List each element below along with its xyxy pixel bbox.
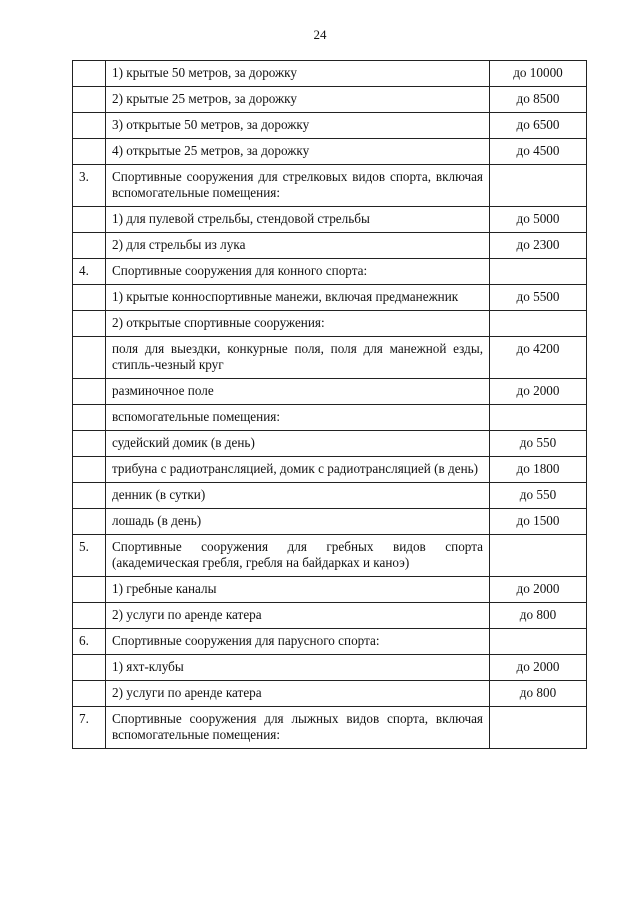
table-row bbox=[73, 603, 587, 629]
row-description: 2) услуги по аренде катера bbox=[106, 603, 490, 629]
row-price-text: до 550 bbox=[519, 487, 557, 502]
row-price bbox=[490, 207, 587, 233]
row-number bbox=[73, 655, 106, 681]
row-description: 2) услуги по аренде катера bbox=[106, 681, 490, 707]
row-price bbox=[490, 285, 587, 311]
table-row bbox=[73, 629, 587, 655]
table-row bbox=[73, 457, 587, 483]
table-row bbox=[73, 655, 587, 681]
row-description: 2) открытые спортивные сооружения: bbox=[106, 311, 490, 337]
row-number bbox=[73, 113, 106, 139]
table-row bbox=[73, 707, 587, 749]
row-description: 2) крытые 25 метров, за дорожку bbox=[106, 87, 490, 113]
row-price bbox=[490, 681, 587, 707]
row-price-text: до 2000 bbox=[516, 659, 560, 674]
row-description: 1) для пулевой стрельбы, стендовой стрельбы bbox=[106, 207, 490, 233]
row-price-text: до 2300 bbox=[516, 237, 560, 252]
row-description: Спортивные сооружения для конного спорта: bbox=[106, 259, 490, 285]
page-number: 24 bbox=[313, 27, 327, 42]
row-description: Спортивные сооружения для лыжных видов спорта, включая вспомогательные помещения: bbox=[106, 707, 490, 749]
row-price-text: до 550 bbox=[519, 435, 557, 450]
row-number bbox=[73, 337, 106, 379]
row-description: денник (в сутки) bbox=[106, 483, 490, 509]
row-description: 1) гребные каналы bbox=[106, 577, 490, 603]
row-price-text: до 6500 bbox=[516, 117, 560, 132]
row-price-text: до 800 bbox=[519, 685, 557, 700]
row-description: 1) крытые конноспортивные манежи, включая предманежник bbox=[106, 285, 490, 311]
row-price bbox=[490, 535, 587, 577]
row-price bbox=[490, 311, 587, 337]
row-price bbox=[490, 483, 587, 509]
row-price bbox=[490, 707, 587, 749]
row-price bbox=[490, 457, 587, 483]
row-number: 7. bbox=[73, 707, 106, 749]
table-row bbox=[73, 405, 587, 431]
row-price bbox=[490, 629, 587, 655]
table-row bbox=[73, 311, 587, 337]
row-price bbox=[490, 431, 587, 457]
row-number: 4. bbox=[73, 259, 106, 285]
table-row bbox=[73, 535, 587, 577]
table-row bbox=[73, 483, 587, 509]
row-number: 5. bbox=[73, 535, 106, 577]
row-description: 1) крытые 50 метров, за дорожку bbox=[106, 61, 490, 87]
row-description: поля для выездки, конкурные поля, поля для манежной езды, стипль-чезный круг bbox=[106, 337, 490, 379]
table-row bbox=[73, 681, 587, 707]
row-number bbox=[73, 207, 106, 233]
row-description: трибуна с радиотрансляцией, домик с радиотрансляцией (в день) bbox=[106, 457, 490, 483]
row-price bbox=[490, 113, 587, 139]
row-number bbox=[73, 311, 106, 337]
row-price bbox=[490, 379, 587, 405]
table-row bbox=[73, 233, 587, 259]
row-price bbox=[490, 405, 587, 431]
row-description: судейский домик (в день) bbox=[106, 431, 490, 457]
table-row bbox=[73, 379, 587, 405]
row-price bbox=[490, 165, 587, 207]
row-number bbox=[73, 577, 106, 603]
row-description: 1) яхт-клубы bbox=[106, 655, 490, 681]
row-price-text: до 5500 bbox=[516, 289, 560, 304]
table-row bbox=[73, 61, 587, 87]
table-row bbox=[73, 113, 587, 139]
table-row bbox=[73, 431, 587, 457]
row-number bbox=[73, 285, 106, 311]
row-price-text: до 2000 bbox=[516, 383, 560, 398]
table-row bbox=[73, 577, 587, 603]
row-price-text: до 5000 bbox=[516, 211, 560, 226]
row-description: 3) открытые 50 метров, за дорожку bbox=[106, 113, 490, 139]
row-price bbox=[490, 139, 587, 165]
row-price bbox=[490, 509, 587, 535]
row-description: Спортивные сооружения для стрелковых видов спорта, включая вспомогательные помещения: bbox=[106, 165, 490, 207]
row-description: вспомогательные помещения: bbox=[106, 405, 490, 431]
row-price bbox=[490, 61, 587, 87]
row-number bbox=[73, 61, 106, 87]
row-price bbox=[490, 655, 587, 681]
row-number bbox=[73, 681, 106, 707]
row-number: 6. bbox=[73, 629, 106, 655]
row-number bbox=[73, 483, 106, 509]
row-price bbox=[490, 259, 587, 285]
row-price-text: до 1800 bbox=[516, 461, 560, 476]
row-number bbox=[73, 87, 106, 113]
row-price bbox=[490, 87, 587, 113]
price-table bbox=[72, 60, 587, 749]
row-price-text: до 8500 bbox=[516, 91, 560, 106]
row-price-text: до 10000 bbox=[513, 65, 563, 80]
row-price-text: до 1500 bbox=[516, 513, 560, 528]
row-number bbox=[73, 431, 106, 457]
row-number bbox=[73, 509, 106, 535]
table-row bbox=[73, 207, 587, 233]
table-row bbox=[73, 165, 587, 207]
row-description: лошадь (в день) bbox=[106, 509, 490, 535]
table-row bbox=[73, 87, 587, 113]
row-price-text: до 800 bbox=[519, 607, 557, 622]
row-description: разминочное поле bbox=[106, 379, 490, 405]
table-row bbox=[73, 337, 587, 379]
table-row bbox=[73, 139, 587, 165]
row-price-text: до 4500 bbox=[516, 143, 560, 158]
row-price bbox=[490, 233, 587, 259]
row-number bbox=[73, 379, 106, 405]
row-number bbox=[73, 603, 106, 629]
row-price bbox=[490, 577, 587, 603]
row-price bbox=[490, 603, 587, 629]
table-row bbox=[73, 259, 587, 285]
row-number bbox=[73, 405, 106, 431]
row-price bbox=[490, 337, 587, 379]
row-number bbox=[73, 457, 106, 483]
row-description: Спортивные сооружения для гребных видов спорта (академическая гребля, гребля на байдарках и каноэ) bbox=[106, 535, 490, 577]
row-price-text: до 2000 bbox=[516, 581, 560, 596]
row-number bbox=[73, 139, 106, 165]
row-description: 4) открытые 25 метров, за дорожку bbox=[106, 139, 490, 165]
row-number bbox=[73, 233, 106, 259]
table-row bbox=[73, 285, 587, 311]
row-number: 3. bbox=[73, 165, 106, 207]
row-price-text: до 4200 bbox=[516, 341, 560, 356]
row-description: 2) для стрельбы из лука bbox=[106, 233, 490, 259]
table-row bbox=[73, 509, 587, 535]
row-description: Спортивные сооружения для парусного спорта: bbox=[106, 629, 490, 655]
